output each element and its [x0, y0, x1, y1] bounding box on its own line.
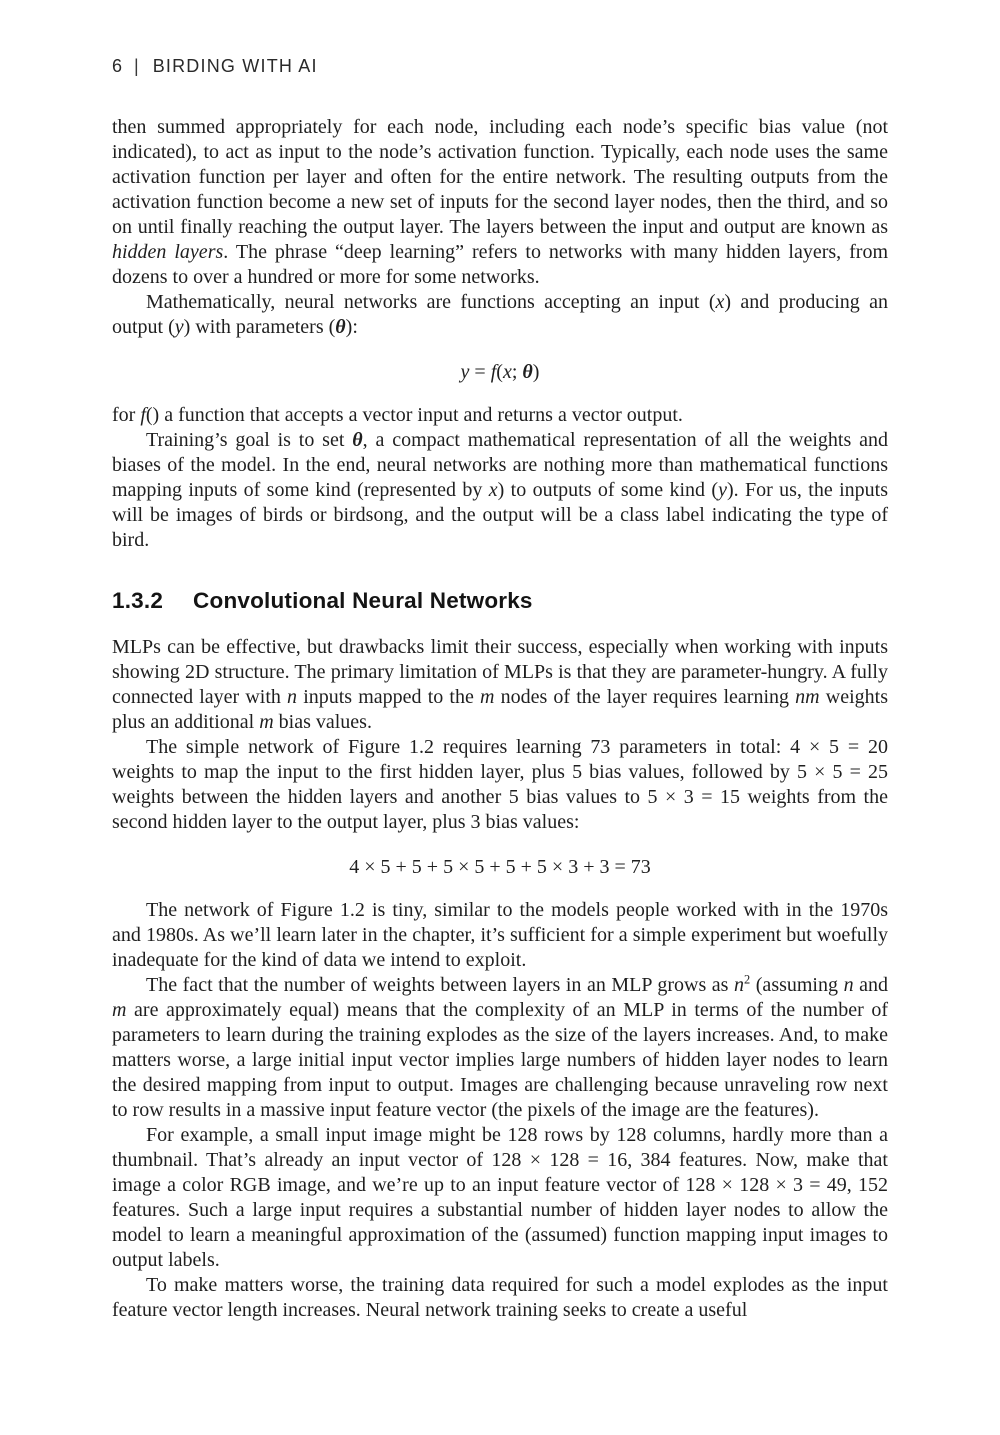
math-var-f: f	[490, 361, 497, 383]
book-title: BIRDING WITH AI	[152, 56, 318, 76]
text-run: are approximately equal) means that the complexity of an MLP in terms of the number of parameters to learn during the training explodes as the size of the layers increases. And, to make matters worse, a large initial input vector implies large numbers of hidden layer nodes to learn the desired mapping from input to output. Images are challenging because unraveling row next to row results in a massive input feature vector (the pixels of the image are the features).	[112, 999, 888, 1121]
text-run: , a compact mathematical representation of all the weights and biases of the model. In the end, neural networks are nothing more than mathematical functions mapping inputs of some kind (represented by	[112, 429, 888, 501]
text-run: ) and producing an output (	[112, 291, 888, 338]
page-number: 6	[112, 56, 124, 76]
math-var-theta: θ	[335, 316, 346, 338]
text-run: for	[112, 404, 141, 426]
text-run: weights plus an additional	[112, 686, 888, 733]
math-var-y: y	[718, 479, 727, 501]
math-var-y: y	[460, 361, 470, 383]
text-run: ). For us, the inputs will be images of birds or birdsong, and the output will be a class label indicating the type of bird.	[112, 479, 889, 551]
math-var-x: x	[488, 479, 498, 501]
text-run: inputs mapped to the	[297, 686, 480, 708]
section-heading	[112, 588, 888, 614]
text-run: bias values.	[273, 711, 372, 733]
math-var-x: x	[502, 361, 512, 383]
math-var-y: y	[174, 316, 184, 338]
paragraph-training-data	[112, 1273, 888, 1323]
math-var-x: x	[715, 291, 725, 313]
paragraph-network-tiny	[112, 898, 888, 973]
text-run: nodes of the layer requires learning	[494, 686, 796, 708]
text-run: (assuming	[750, 974, 844, 996]
text-run: ):	[345, 316, 358, 338]
text-run: =	[469, 361, 491, 383]
math-var-n: n	[843, 974, 854, 996]
math-var-m: m	[259, 711, 274, 733]
body-text	[112, 115, 888, 1323]
math-var-f: f	[140, 404, 146, 426]
paragraph-simple-network	[112, 735, 888, 835]
text-run: and	[853, 974, 888, 996]
text-run: ) with parameters (	[183, 316, 336, 338]
math-var-m: m	[112, 999, 127, 1021]
paragraph-weights-growth	[112, 973, 888, 1123]
paragraph-training-goal	[112, 428, 888, 553]
paragraph-mathematically	[112, 290, 888, 340]
math-var-theta: θ	[522, 361, 533, 383]
text-run: MLPs can be effective, but drawbacks limit their success, especially when working with inputs showing 2D structure. The primary limitation of MLPs is that they are parameter-hungry. A fully connected layer with	[112, 636, 888, 708]
math-var-n: n	[734, 974, 745, 996]
running-header	[112, 56, 888, 77]
text-run: The fact that the number of weights between layers in an MLP grows as	[146, 974, 735, 996]
math-var-theta: θ	[352, 429, 363, 451]
text-run: Mathematically, neural networks are functions accepting an input (	[146, 291, 716, 313]
text-run: To make matters worse, the training data required for such a model explodes as the input feature vector length increases. Neural network training seeks to create a useful	[112, 1274, 888, 1321]
text-run: The network of Figure 1.2 is tiny, similar to the models people worked with in the 1970s and 1980s. As we’ll learn later in the chapter, it’s sufficient for a simple experiment but woefully inadequate for the kind of data we intend to exploit.	[112, 899, 888, 971]
text-run: ) to outputs of some kind (	[497, 479, 719, 501]
math-var-nm: nm	[795, 686, 820, 708]
paragraph-for-f	[112, 403, 888, 428]
header-divider: |	[134, 56, 140, 76]
italic-term-hidden-layers: hidden layers	[112, 241, 224, 263]
paragraph-input-image-example	[112, 1123, 888, 1273]
math-var-n: n	[287, 686, 298, 708]
text-run: (	[496, 361, 503, 383]
section-number: 1.3.2	[112, 588, 164, 613]
text-run: The simple network of Figure 1.2 requires learning 73 parameters in total: 4 × 5 = 20 weights to map the input to the first hidden layer, plus 5 bias values, followed by 5 × 5 = 25 weights between the hidden layers and another 5 bias values to 5 × 3 = 15 weights from the second hidden layer to the output layer, plus 3 bias values:	[112, 736, 888, 833]
math-var-m: m	[480, 686, 495, 708]
text-run: )	[532, 361, 540, 383]
superscript-2: 2	[744, 972, 751, 987]
text-run: ;	[511, 361, 523, 383]
equation-model-function	[112, 360, 888, 385]
text-run: 4 × 5 + 5 + 5 × 5 + 5 + 5 × 3 + 3 = 73	[349, 856, 651, 878]
paragraph-mlp-drawbacks	[112, 635, 888, 735]
paragraph-activation	[112, 115, 888, 290]
section-title: Convolutional Neural Networks	[193, 588, 533, 613]
equation-parameter-count	[112, 855, 888, 880]
text-run: then summed appropriately for each node, including each node’s specific bias value (not indicated), to act as input to the node’s activation function. Typically, each node uses the same activation function per layer and often for the entire network. The resulting outputs from the activation function become a new set of inputs for the second layer nodes, then the third, and so on until finally reaching the output layer. The layers between the input and output are known as	[112, 116, 888, 238]
text-run: . The phrase “deep learning” refers to networks with many hidden layers, from dozens to over a hundred or more for some networks.	[112, 241, 889, 288]
text-run: For example, a small input image might be 128 rows by 128 columns, hardly more than a thumbnail. That’s already an input vector of 128 × 128 = 16, 384 features. Now, make that image a color RGB image, and we’re up to an input feature vector of 128 × 128 × 3 = 49, 152 features. Such a large input requires a substantial number of hidden layer nodes to allow the model to learn a meaningful approximation of the (assumed) function mapping input images to output labels.	[112, 1124, 888, 1271]
text-run: Training’s goal is to set	[146, 429, 353, 451]
text-run: () a function that accepts a vector input and returns a vector output.	[145, 404, 683, 426]
